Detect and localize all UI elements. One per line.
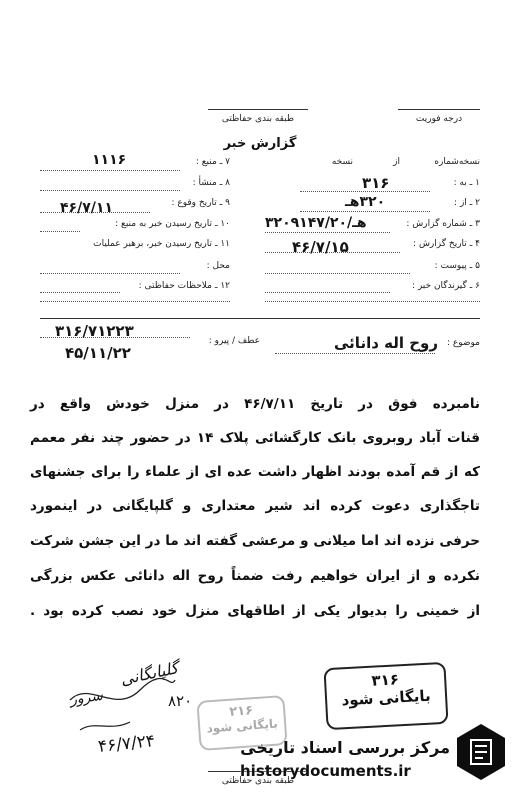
subject-value: روح اله دانائی — [334, 334, 438, 352]
watermark-url: historydocuments.ir — [240, 762, 411, 780]
report-number-value: ۳۲۰هـ/۹۱۴۷/۲۰ — [265, 215, 367, 231]
source-label: ۷ ـ منبع : — [195, 157, 230, 167]
body-line-7: از خمینی را بدیوار یکی از اطاقهای منزل خود نصب کرده بود . — [30, 603, 480, 619]
origin-label: ۸ ـ منشأ : — [192, 178, 230, 188]
reference-label: عطف / پیرو : — [208, 336, 260, 346]
copy-label: نسخه — [331, 157, 353, 167]
handwritten-note-1: گلپایگانی — [118, 658, 180, 689]
urgency-label: درجه فوریت — [415, 114, 463, 124]
faint-stamp-text: بایگانی شود — [206, 716, 279, 736]
notes-label: ۱۲ ـ ملاحظات حفاظتی : — [138, 281, 230, 291]
reference-value-2: ۴۵/۱۱/۲۲ — [65, 344, 131, 362]
archive-stamp — [323, 662, 448, 730]
watermark-title: مرکز بررسی اسناد تاریخی — [240, 738, 450, 757]
classification-label-top: طبقه بندی حفاظتی — [221, 114, 295, 124]
event-date-label: ۹ ـ تاریخ وقوع : — [171, 198, 230, 208]
body-line-6: نکرده و از ایران خواهیم رفت ضمناً روح اله دانائی عکس بزرگی — [30, 568, 480, 584]
report-date-label: ۴ ـ تاریخ گزارش : — [413, 239, 480, 249]
page-title: گزارش خبر — [223, 136, 297, 151]
body-line-2: قنات آباد روبروی بانک کارگشائی پلاک ۱۴ در حضور چند نفر معمم — [30, 430, 480, 446]
from-label: از — [393, 157, 400, 167]
received-by-source-label: ۱۰ ـ تاریخ رسیدن خبر به منبع : — [115, 219, 230, 229]
event-date-value: ۴۶/۷/۱۱ — [60, 200, 113, 216]
report-date-value: ۴۶/۷/۱۵ — [292, 238, 349, 256]
report-number-label: ۳ ـ شماره گزارش : — [406, 219, 480, 229]
reference-value-1: ۳۱۶/۷۱۲۲۳ — [55, 322, 134, 340]
to-label: ۱ ـ به : — [453, 178, 480, 188]
watermark-logo — [455, 722, 507, 786]
subject-label: موضوع : — [446, 338, 480, 348]
handwritten-date: ۴۶/۷/۲۴ — [97, 731, 156, 757]
copy-number-label: نسخه‌شماره — [434, 157, 480, 167]
handwritten-number: ۸۲۰ — [168, 692, 193, 710]
handwritten-note-2: سرور — [69, 687, 104, 709]
received-by-chief-label: ۱۱ ـ تاریخ رسیدن خبر، برهبر عملیات — [93, 239, 230, 249]
body-line-4: تاجگذاری دعوت کرده اند شیر معتداری و گلپایگانی در اینمورد — [30, 498, 480, 514]
archive-stamp-number: ۳۱۶ — [370, 670, 400, 690]
from2-value: ۳۲۰هـ — [345, 194, 386, 210]
classification-label-bottom: طبقه بندی حفاظتی — [221, 776, 295, 786]
body-line-1: نامبرده فوق در تاریخ ۴۶/۷/۱۱ در منزل خودش واقع در — [30, 396, 480, 412]
faint-stamp-number: ۲۱۶ — [228, 703, 254, 720]
body-line-3: که از قم آمده بودند اظهار داشت عده ای از علماء را برای جشنهای — [30, 464, 480, 480]
to-value: ۳۱۶ — [362, 174, 390, 192]
archive-stamp-text: بایگانی شود — [341, 686, 432, 710]
from2-label: ۲ ـ از : — [454, 198, 480, 208]
place-label: محل : — [206, 261, 230, 271]
attachment-label: ۵ ـ پیوست : — [434, 261, 480, 271]
recipients-label: ۶ ـ گیرندگان خبر : — [411, 281, 480, 291]
source-value: ۱۱۱۶ — [92, 152, 127, 168]
handwritten-scribble — [60, 660, 180, 754]
body-line-5: حرفی نزده اند اما میلانی و مرعشی گفته اند ما در این جشن شرکت — [30, 533, 480, 549]
